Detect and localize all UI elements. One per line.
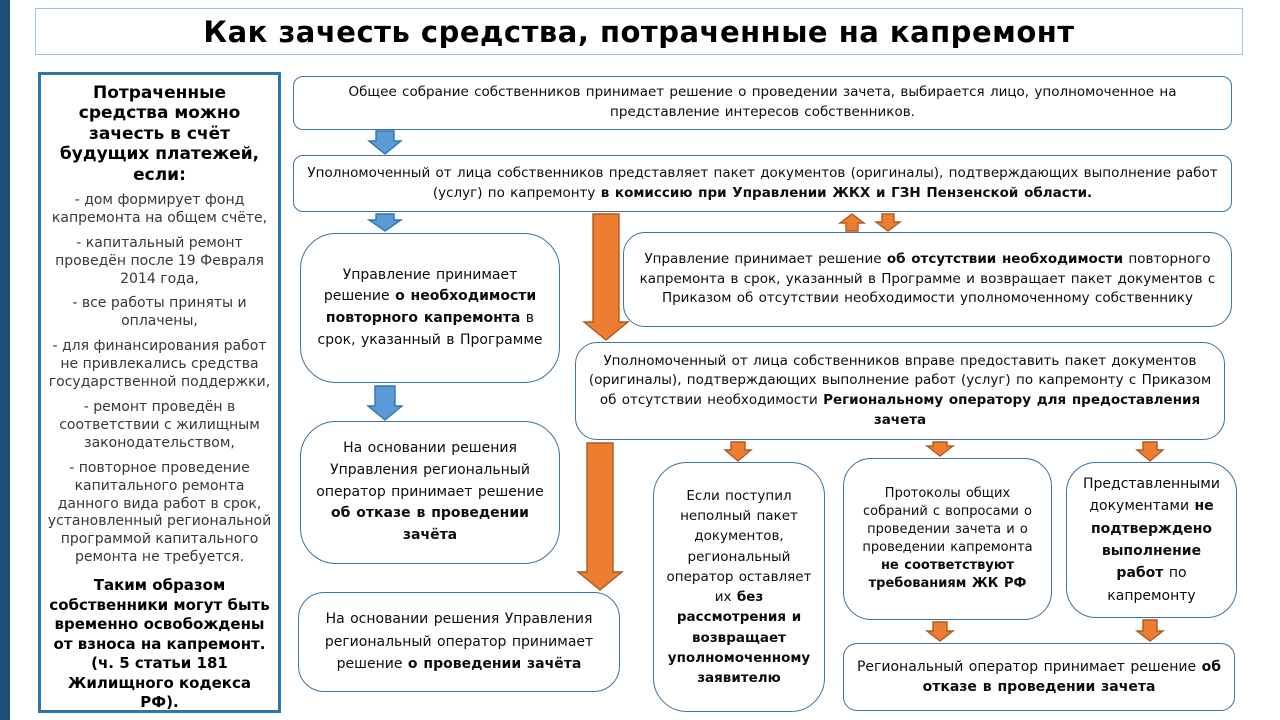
flow-box-repeat-not-needed — [623, 232, 1232, 327]
arrow-meeting-to-committee-icon — [369, 131, 401, 154]
flow-box-works-not-confirmed — [1066, 462, 1237, 618]
condition-item: - для финансирования работ не привлекались средства государственной поддержки, — [48, 338, 271, 391]
conditions-panel — [38, 72, 281, 713]
flow-box-repeat-needed — [300, 233, 560, 383]
flow-box-regional-refusal — [843, 643, 1235, 711]
arrow-committee-to-repeat-needed-icon — [369, 214, 401, 231]
title-bar — [35, 8, 1243, 55]
flow-box-text: Региональный оператор принимает решение об отказе в проведении зачета — [856, 658, 1221, 695]
conditions-heading: Потраченные средства можно зачесть в счёт будущих платежей, если: — [59, 83, 260, 185]
arrow-to-works-not-confirmed-icon — [1137, 442, 1163, 461]
arrow-to-incomplete-package-icon — [725, 442, 751, 461]
flow-box-text: Протоколы общих собраний с вопросами о проведении зачета и о проведении капремонта не соответствуют требованиям ЖК РФ — [862, 486, 1033, 591]
flow-box-text: Управление принимает решение об отсутствии необходимости повторного капремонта в срок, указанный в Программе и возвращает пакет документов с Приказом об отсутствии необходимости уполномоченному собственнику — [639, 251, 1216, 307]
left-accent-stripe — [0, 0, 10, 720]
flow-box-text: Общее собрание собственников принимает решение о проведении зачета, выбирается лицо, уполномоченное на представление интересов собственников. — [348, 84, 1177, 120]
flow-box-text: Уполномоченный от лица собственников вправе предоставить пакет документов (оригиналы), подтверждающих выполнение работ (услуг) по капремонту с Приказом об отсутствии необходимости Региональному оператору для предоставления зачета — [588, 352, 1212, 428]
flow-box-text: Представленными документами не подтверждено выполнение работ по капремонту — [1083, 475, 1220, 604]
arrow-works-to-refusal-icon — [1137, 620, 1163, 641]
arrow-to-protocols-icon — [927, 442, 953, 456]
arrow-regional-submission-to-granted-icon — [578, 443, 622, 590]
condition-item: - все работы приняты и оплачены, — [72, 295, 247, 330]
flow-box-text: Управление принимает решение о необходимости повторного капремонта в срок, указанный в Программе — [317, 266, 543, 348]
flow-box-committee-submission — [293, 155, 1232, 212]
flow-box-offset-granted — [298, 592, 620, 692]
flow-box-text: На основании решения Управления региональный оператор принимает решение о проведении зачёта — [324, 611, 594, 673]
flow-box-text: Уполномоченный от лица собственников представляет пакет документов (оригиналы), подтверждающих выполнение работ (услуг) по капремонту в комиссию при Управлении ЖКХ и ГЗН Пензенской области. — [307, 164, 1218, 201]
flow-box-offset-refused-upr — [300, 421, 560, 564]
condition-item: - ремонт проведён в соответствии с жилищным законодательством, — [59, 399, 260, 451]
arrow-return-to-committee-up-icon — [840, 214, 864, 231]
flow-box-incomplete-package — [653, 462, 825, 712]
condition-item: - капитальный ремонт проведён после 19 Февраля 2014 года, — [55, 234, 264, 287]
arrow-protocols-to-refusal-icon — [927, 622, 953, 641]
flow-box-regional-submission — [575, 342, 1225, 440]
page-title: Как зачесть средства, потраченные на капремонт — [203, 14, 1075, 49]
flow-box-text: Если поступил неполный пакет документов, региональный оператор оставляет их без рассмотрения и возвращает уполномоченному заявителю — [666, 487, 812, 686]
conditions-footer: Таким образом собственники могут быть временно освобождены от взноса на капремонт. (ч. 5 статьи 181 Жилищного кодекса РФ). — [49, 576, 270, 712]
arrow-committee-to-regional-submission-icon — [584, 214, 628, 340]
flow-box-text: На основании решения Управления региональный оператор принимает решение об отказе в проведении зачёта — [316, 440, 544, 544]
flow-box-protocols-noncompliant — [843, 458, 1052, 620]
flow-box-general-meeting — [293, 76, 1232, 130]
condition-item: - повторное проведение капитального ремонта данного вида работ в срок, установленный региональной программой капитального ремонта не требуется. — [47, 459, 272, 566]
arrow-repeat-needed-to-refusal-icon — [368, 386, 402, 420]
arrow-committee-to-repeat-not-needed-icon — [876, 214, 900, 231]
condition-item: - дом формирует фонд капремонта на общем счёте, — [51, 191, 268, 226]
